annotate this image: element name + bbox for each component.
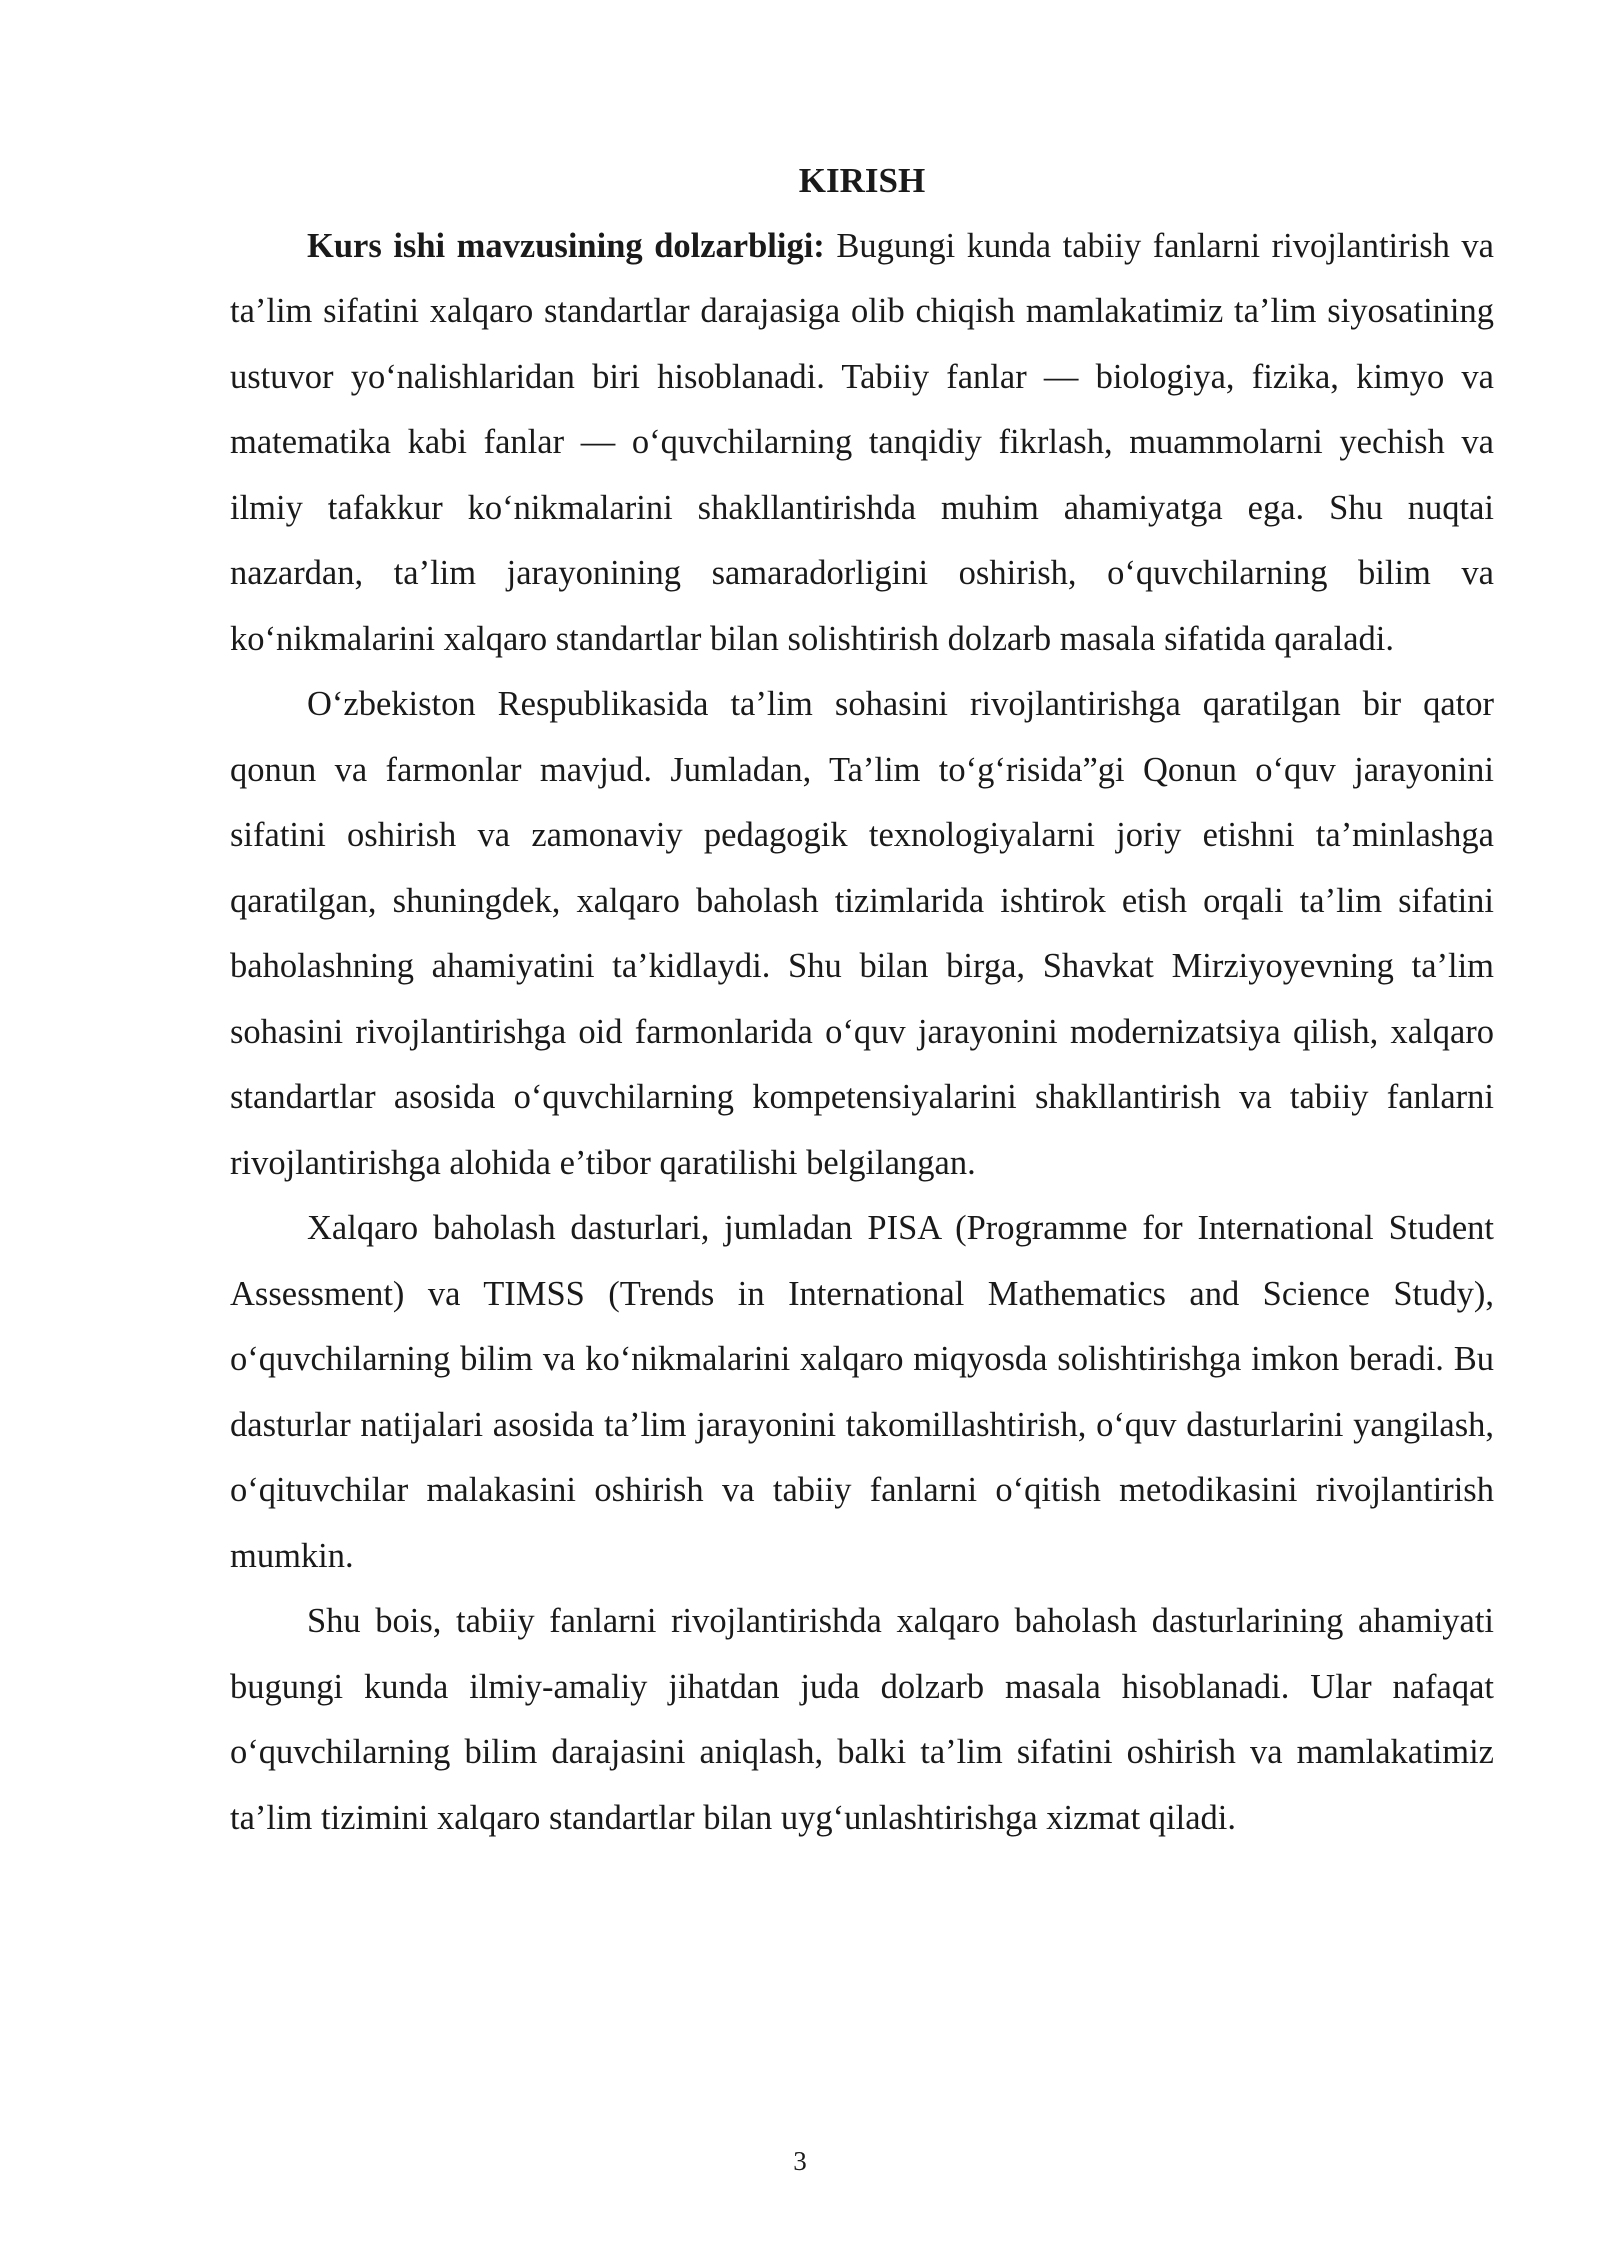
paragraph-conclusion [230, 1589, 1494, 1851]
paragraph-relevance [230, 214, 1494, 673]
paragraph-assessment-programs [230, 1196, 1494, 1589]
paragraph-text: Xalqaro baholash dasturlari, jumladan PISA (Programme for International Student Assessment) va TIMSS (Trends in International Mathematics and Science Study), o‘quvchilarning bilim va ko‘nikmalarini xalqaro miqyosda solishtirishga imkon beradi. Bu dasturlar natijalari asosida ta’lim jarayonini takomillashtirish, o‘quv dasturlarini yangilash, o‘qituvchilar malakasini oshirish va tabiiy fanlarni o‘qitish metodikasini rivojlantirish mumkin. [230, 1209, 1494, 1575]
paragraph-legislation [230, 672, 1494, 1196]
paragraph-text: Shu bois, tabiiy fanlarni rivojlantirishda xalqaro baholash dasturlarining ahamiyati bugungi kunda ilmiy-amaliy jihatdan juda dolzarb masala hisoblanadi. Ular nafaqat o‘quvchilarning bilim darajasini aniqlash, balki ta’lim sifatini oshirish va mamlakatimiz ta’lim tizimini xalqaro standartlar bilan uyg‘unlashtirishga xizmat qiladi. [230, 1602, 1494, 1837]
page-body [230, 148, 1494, 1851]
paragraph-text: Bugungi kunda tabiiy fanlarni rivojlantirish va ta’lim sifatini xalqaro standartlar darajasiga olib chiqish mamlakatimiz ta’lim siyosatining ustuvor yo‘nalishlaridan biri hisoblanadi. Tabiiy fanlar — biologiya, fizika, kimyo va matematika kabi fanlar — o‘quvchilarning tanqidiy fikrlash, muammolarni yechish va ilmiy tafakkur ko‘nikmalarini shakllantirishda muhim ahamiyatga ega. Shu nuqtai nazardan, ta’lim jarayonining samaradorligini oshirish, o‘quvchilarning bilim va ko‘nikmalarini xalqaro standartlar bilan solishtirish dolzarb masala sifatida qaraladi. [230, 226, 1494, 658]
paragraph-lead: Kurs ishi mavzusining dolzarbligi: [307, 226, 825, 265]
page-number: 3 [793, 2146, 807, 2176]
section-heading: KIRISH [798, 161, 926, 200]
paragraph-text: O‘zbekiston Respublikasida ta’lim sohasini rivojlantirishga qaratilgan bir qator qonun va farmonlar mavjud. Jumladan, Ta’lim to‘g‘risida”gi Qonun o‘quv jarayonini sifatini oshirish va zamonaviy pedagogik texnologiyalarni joriy etishni ta’minlashga qaratilgan, shuningdek, xalqaro baholash tizimlarida ishtirok etish orqali ta’lim sifatini baholashning ahamiyatini ta’kidlaydi. Shu bilan birga, Shavkat Mirziyoyevning ta’lim sohasini rivojlantirishga oid farmonlarida o‘quv jarayonini modernizatsiya qilish, xalqaro standartlar asosida o‘quvchilarning kompetensiyalarini shakllantirish va tabiiy fanlarni rivojlantirishga alohida e’tibor qaratilishi belgilangan. [230, 685, 1494, 1182]
